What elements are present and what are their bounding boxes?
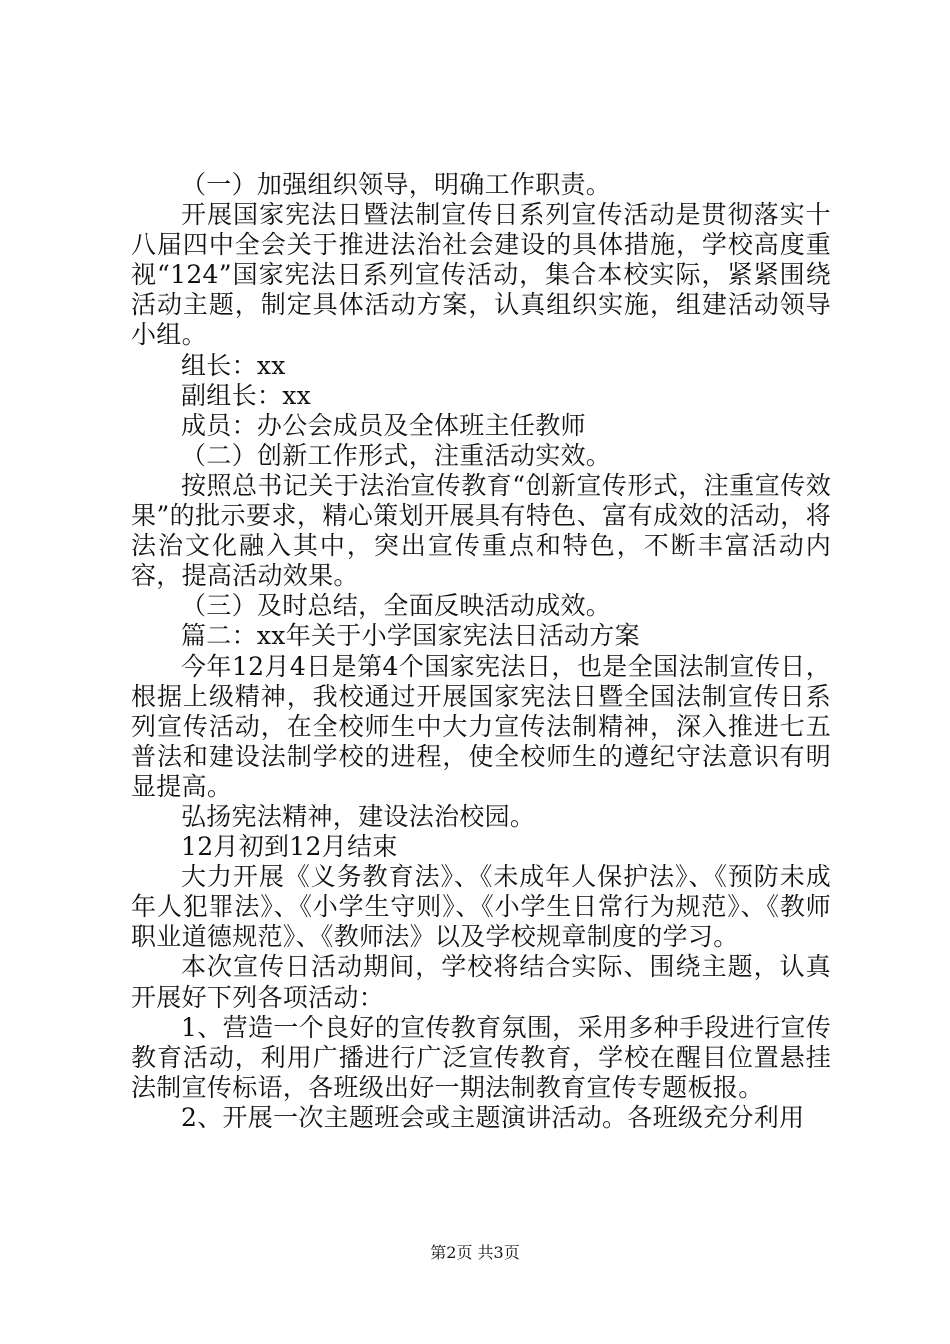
list-item: 1、营造一个良好的宣传教育氛围，采用多种手段进行宣传教育活动，利用广播进行广泛宣传教育，学校在醒目位置悬挂法制宣传标语，各班级出好一期法制教育宣传专题板报。 (131, 1012, 831, 1102)
paragraph: 大力开展《义务教育法》、《未成年人保护法》、《预防未成年人犯罪法》、《小学生守则》、《小学生日常行为规范》、《教师职业道德规范》、《教师法》以及学校规章制度的学习。 (131, 862, 831, 952)
list-item: 2、开展一次主题班会或主题演讲活动。各班级充分利用 (181, 1102, 805, 1132)
paragraph: 今年12月4日是第4个国家宪法日，也是全国法制宣传日，根据上级精神，我校通过开展国家宪法日暨全国法制宣传日系列宣传活动，在全校师生中大力宣传法制精神，深入推进七五普法和建设法制学校的进程，使全校师生的遵纪守法意识有明显提高。 (131, 651, 831, 801)
section-heading-3: （三）及时总结，全面反映活动成效。 (181, 591, 612, 621)
document-body (131, 170, 831, 1133)
section-heading-2: （二）创新工作形式，注重活动实效。 (181, 440, 612, 470)
paragraph: 本次宣传日活动期间，学校将结合实际、围绕主题，认真开展好下列各项活动： (131, 952, 831, 1012)
period-line: 12月初到12月结束 (181, 832, 398, 862)
section-heading-1: （一）加强组织领导，明确工作职责。 (181, 170, 612, 199)
leader-line: 组长：xx (181, 350, 286, 380)
page-number: 第2页 共3页 (430, 1243, 520, 1262)
theme-line: 弘扬宪法精神，建设法治校园。 (181, 801, 536, 831)
deputy-leader-line: 副组长：xx (181, 380, 311, 410)
members-line: 成员：办公会成员及全体班主任教师 (181, 410, 586, 440)
paragraph: 开展国家宪法日暨法制宣传日系列宣传活动是贯彻落实十八届四中全会关于推进法治社会建设的具体措施，学校高度重视“124”国家宪法日系列宣传活动，集合本校实际，紧紧围绕活动主题，制定具体活动方案，认真组织实施，组建活动领导小组。 (131, 200, 831, 350)
chapter-title: 篇二：xx年关于小学国家宪法日活动方案 (181, 621, 640, 651)
paragraph: 按照总书记关于法治宣传教育“创新宣传形式，注重宣传效果”的批示要求，精心策划开展具有特色、富有成效的活动，将法治文化融入其中，突出宣传重点和特色，不断丰富活动内容，提高活动效果。 (131, 470, 831, 591)
